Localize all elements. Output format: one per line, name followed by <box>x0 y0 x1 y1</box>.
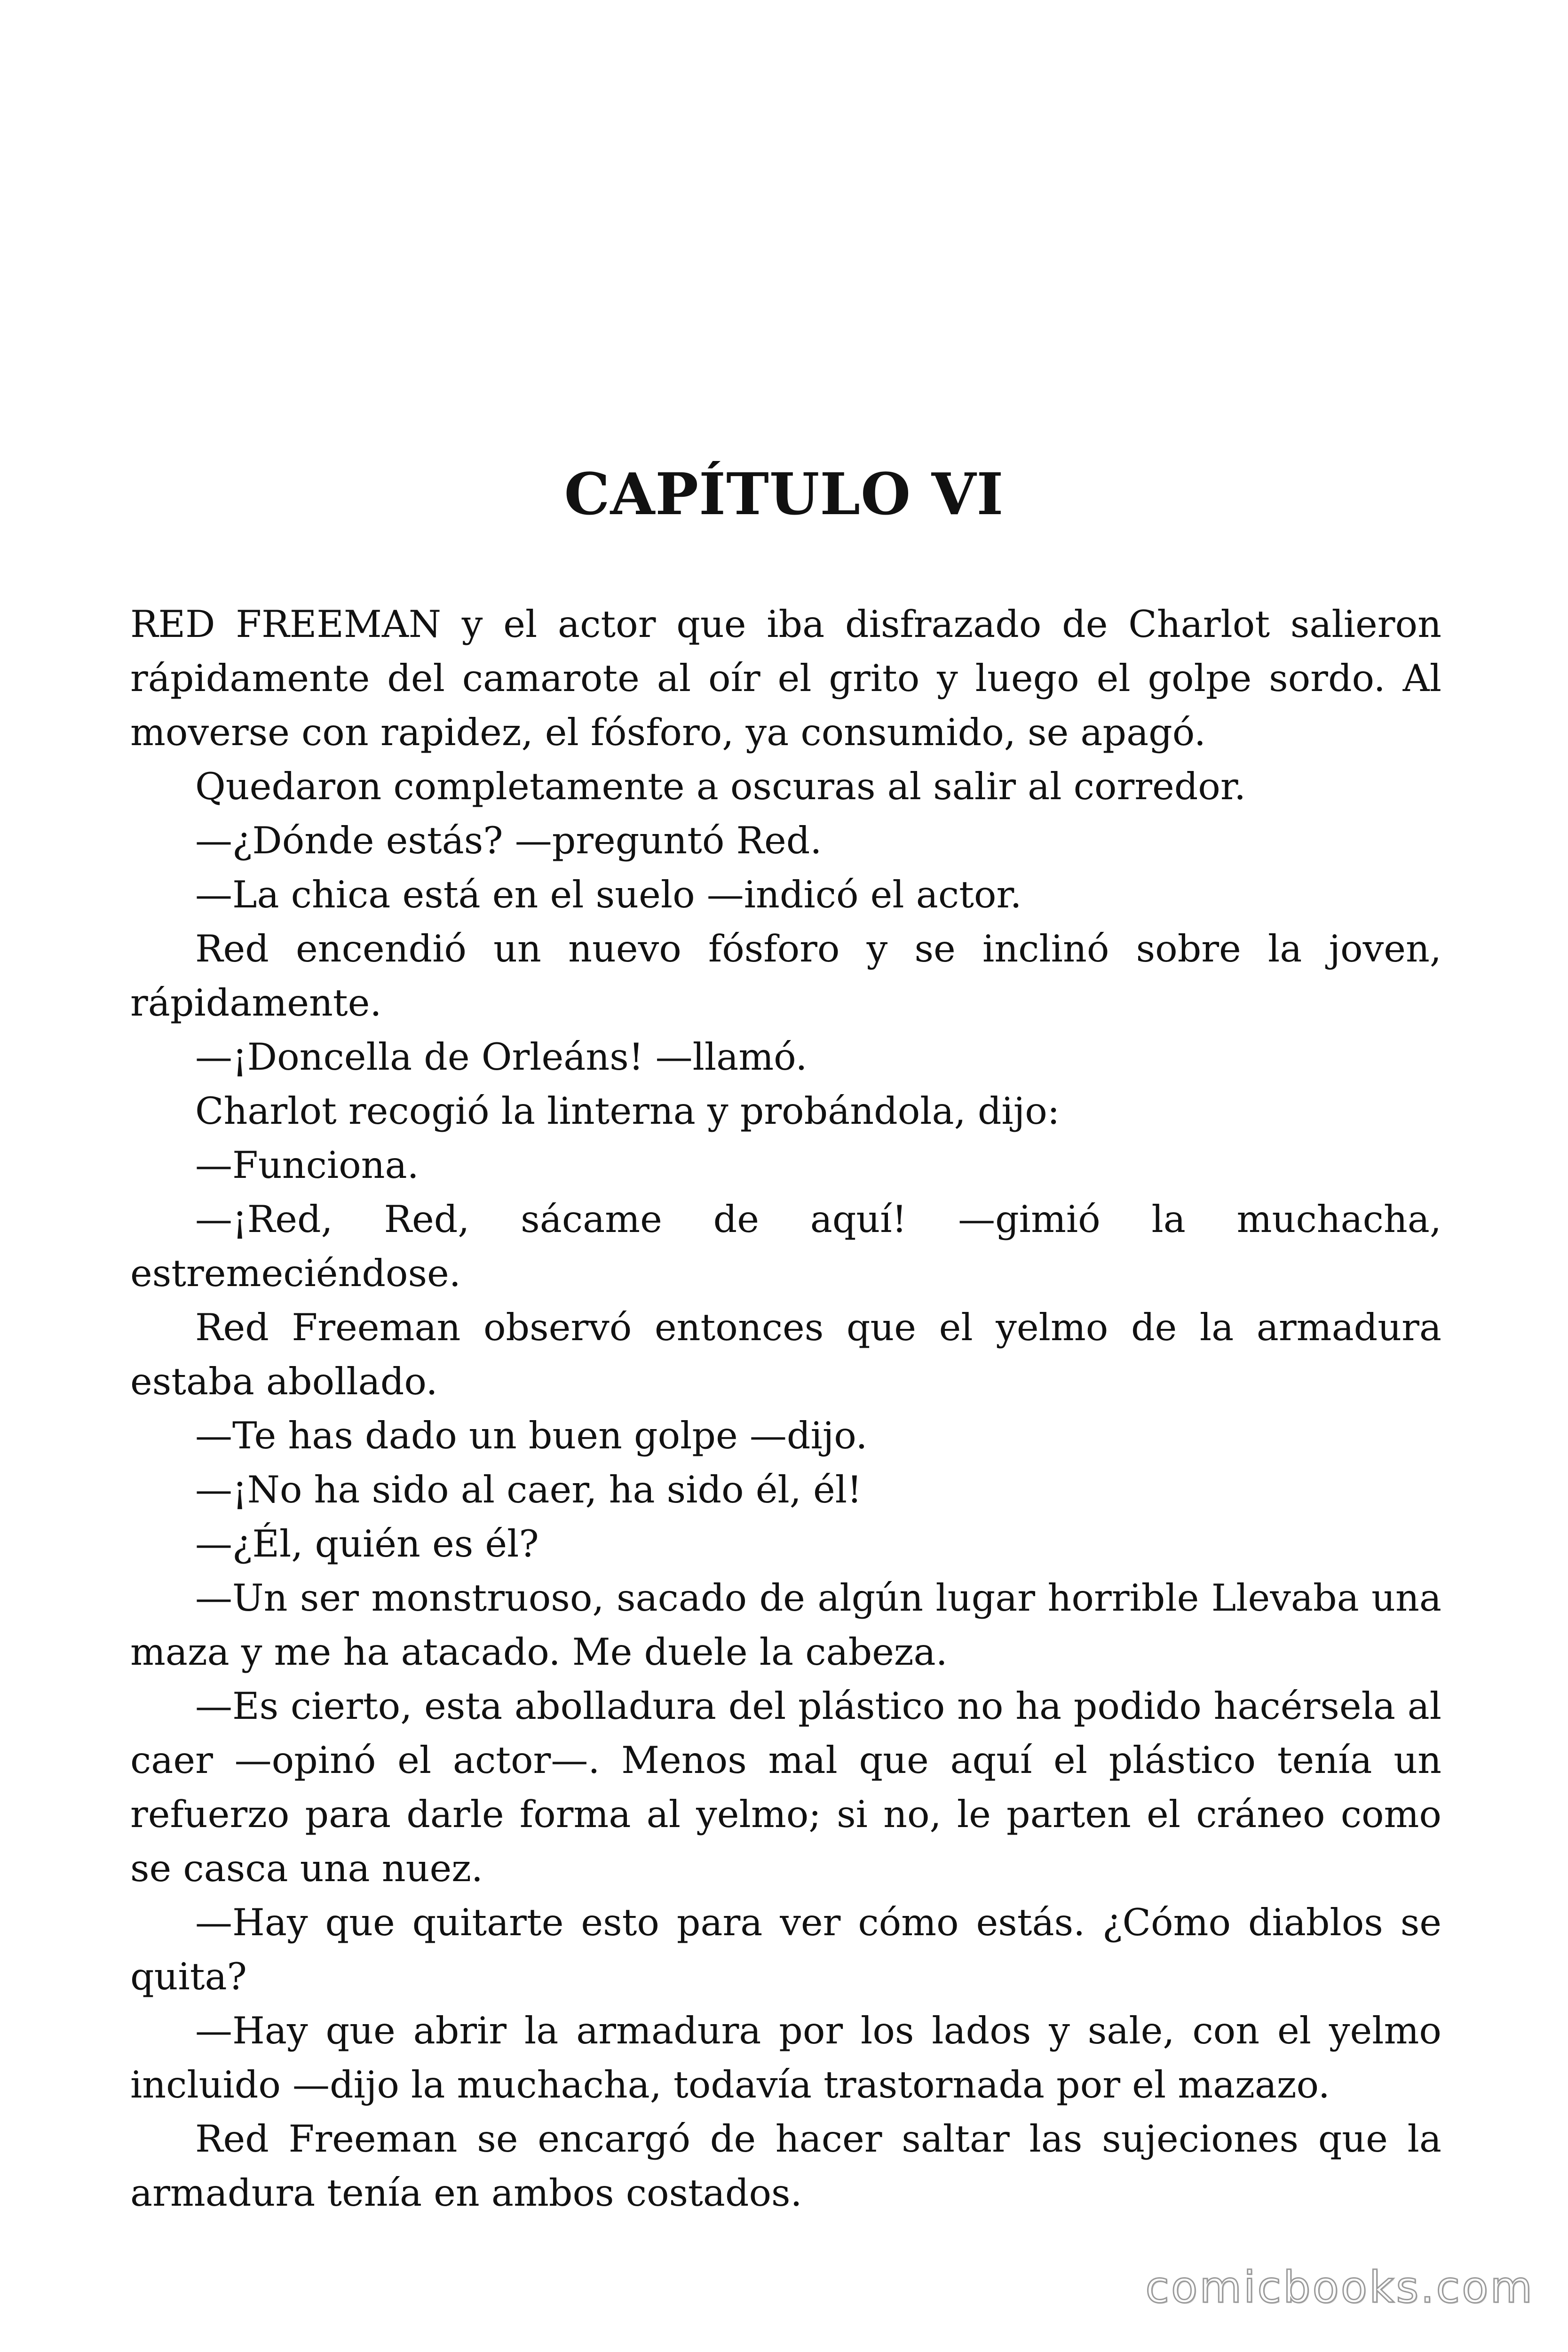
paragraph: —Funciona. <box>195 1144 419 1187</box>
paragraph: —¿Dónde estás? —preguntó Red. <box>195 819 822 862</box>
watermark: comicbooks.com <box>1145 2262 1534 2312</box>
paragraph: Red Freeman observó entonces que el yelmo de la armadura estaba abollado. <box>130 1306 1441 1403</box>
chapter-body <box>130 597 1441 2220</box>
paragraph: —¿Él, quién es él? <box>195 1522 539 1565</box>
paragraph: —¡Red, Red, sácame de aquí! —gimió la muchacha, estremeciéndose. <box>130 1198 1441 1295</box>
paragraph: —Te has dado un buen golpe —dijo. <box>195 1414 868 1457</box>
paragraph: —La chica está en el suelo —indicó el actor. <box>195 873 1022 916</box>
paragraph: Red Freeman se encargó de hacer saltar las sujeciones que la armadura tenía en ambos costados. <box>130 2117 1441 2215</box>
paragraph: —Hay que quitarte esto para ver cómo estás. ¿Cómo diablos se quita? <box>130 1901 1441 1998</box>
paragraph: Red encendió un nuevo fósforo y se inclinó sobre la joven, rápidamente. <box>130 927 1441 1025</box>
paragraph: —Hay que abrir la armadura por los lados y sale, con el yelmo incluido —dijo la muchacha, todavía trastornada por el mazazo. <box>130 2009 1441 2106</box>
paragraph: Charlot recogió la linterna y probándola, dijo: <box>195 1089 1060 1133</box>
paragraph: —¡Doncella de Orleáns! —llamó. <box>195 1035 808 1079</box>
paragraph: Quedaron completamente a oscuras al salir al corredor. <box>195 765 1246 808</box>
paragraph: RED FREEMAN y el actor que iba disfrazado de Charlot salieron rápidamente del camarote al oír el grito y luego el golpe sordo. Al moverse con rapidez, el fósforo, ya consumido, se apagó. <box>130 603 1441 754</box>
paragraph: —¡No ha sido al caer, ha sido él, él! <box>195 1468 862 1511</box>
paragraph: —Un ser monstruoso, sacado de algún lugar horrible Llevaba una maza y me ha atacado. Me duele la cabeza. <box>130 1576 1441 1674</box>
paragraph: —Es cierto, esta abolladura del plástico no ha podido hacérsela al caer —opinó el actor—. Menos mal que aquí el plástico tenía un refuerzo para darle forma al yelmo; si no, le parten el cráneo como se casca una nuez. <box>130 1685 1441 1890</box>
chapter-title: CAPÍTULO VI <box>564 460 1004 528</box>
